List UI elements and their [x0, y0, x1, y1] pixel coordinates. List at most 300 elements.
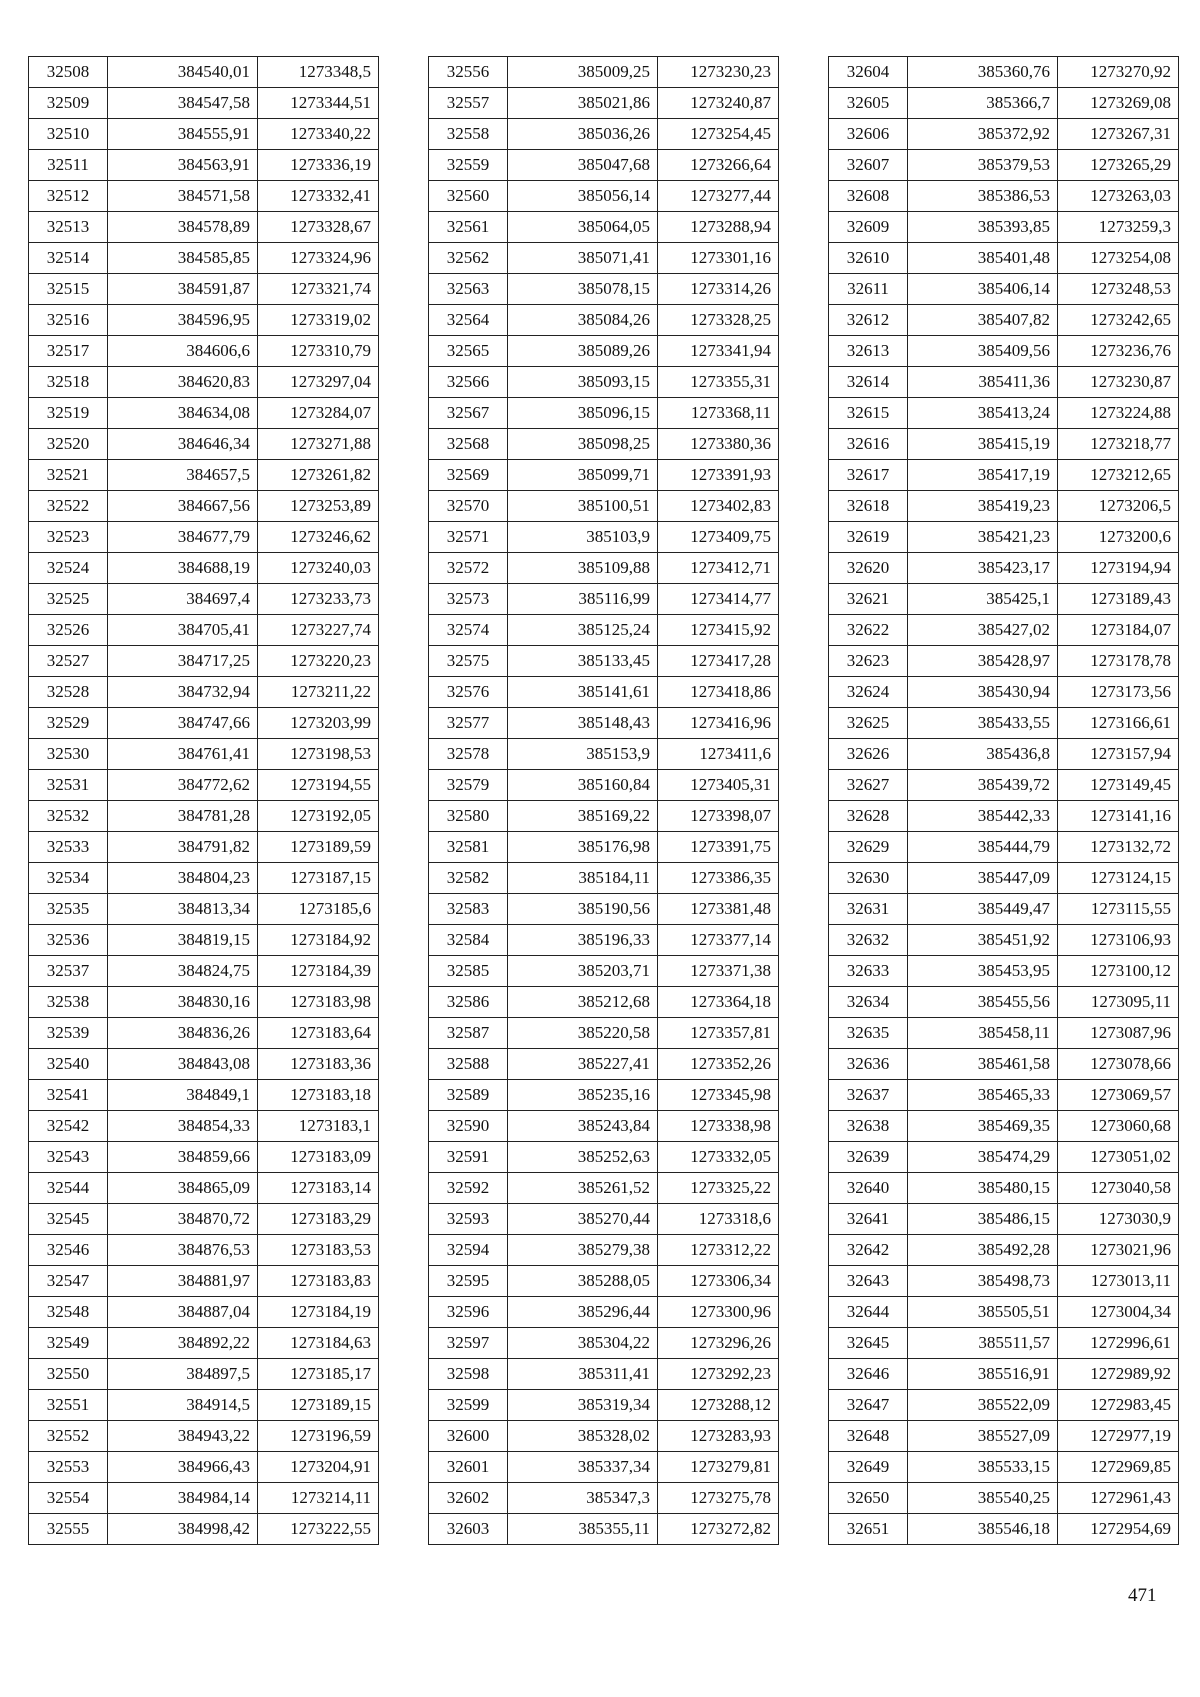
x-coordinate-cell: 385056,14: [508, 181, 658, 212]
point-id-cell: 32541: [29, 1080, 108, 1111]
table-row: [29, 88, 379, 119]
table-row: [29, 429, 379, 460]
point-id-cell: 32608: [829, 181, 908, 212]
y-coordinate-cell: 1273300,96: [658, 1297, 779, 1328]
y-coordinate-cell: 1273004,34: [1058, 1297, 1179, 1328]
y-coordinate-cell: 1273087,96: [1058, 1018, 1179, 1049]
x-coordinate-cell: 384943,22: [108, 1421, 258, 1452]
point-id-cell: 32581: [429, 832, 508, 863]
y-coordinate-cell: 1272983,45: [1058, 1390, 1179, 1421]
table-row: [429, 1421, 779, 1452]
point-id-cell: 32644: [829, 1297, 908, 1328]
table-row: [29, 1018, 379, 1049]
y-coordinate-cell: 1273095,11: [1058, 987, 1179, 1018]
y-coordinate-cell: 1273183,18: [258, 1080, 379, 1111]
table-row: [829, 1111, 1179, 1142]
table-row: [829, 956, 1179, 987]
point-id-cell: 32511: [29, 150, 108, 181]
y-coordinate-cell: 1273416,96: [658, 708, 779, 739]
point-id-cell: 32565: [429, 336, 508, 367]
point-id-cell: 32531: [29, 770, 108, 801]
point-id-cell: 32622: [829, 615, 908, 646]
point-id-cell: 32538: [29, 987, 108, 1018]
table-row: [829, 1359, 1179, 1390]
y-coordinate-cell: 1273386,35: [658, 863, 779, 894]
y-coordinate-cell: 1273312,22: [658, 1235, 779, 1266]
table-row: [829, 615, 1179, 646]
y-coordinate-cell: 1273187,15: [258, 863, 379, 894]
y-coordinate-cell: 1273222,55: [258, 1514, 379, 1545]
y-coordinate-cell: 1273345,98: [658, 1080, 779, 1111]
table-row: [829, 801, 1179, 832]
y-coordinate-cell: 1273254,45: [658, 119, 779, 150]
x-coordinate-cell: 385546,18: [908, 1514, 1058, 1545]
y-coordinate-cell: 1273183,83: [258, 1266, 379, 1297]
x-coordinate-cell: 384836,26: [108, 1018, 258, 1049]
table-row: [429, 553, 779, 584]
x-coordinate-cell: 384717,25: [108, 646, 258, 677]
x-coordinate-cell: 385098,25: [508, 429, 658, 460]
x-coordinate-cell: 385372,92: [908, 119, 1058, 150]
x-coordinate-cell: 385433,55: [908, 708, 1058, 739]
y-coordinate-cell: 1273398,07: [658, 801, 779, 832]
y-coordinate-cell: 1273368,11: [658, 398, 779, 429]
table-row: [429, 1452, 779, 1483]
table-row: [429, 1173, 779, 1204]
x-coordinate-cell: 384571,58: [108, 181, 258, 212]
x-coordinate-cell: 385421,23: [908, 522, 1058, 553]
table-row: [429, 1328, 779, 1359]
x-coordinate-cell: 385511,57: [908, 1328, 1058, 1359]
point-id-cell: 32566: [429, 367, 508, 398]
y-coordinate-cell: 1273332,41: [258, 181, 379, 212]
y-coordinate-cell: 1273185,6: [258, 894, 379, 925]
table-row: [429, 1142, 779, 1173]
x-coordinate-cell: 384984,14: [108, 1483, 258, 1514]
y-coordinate-cell: 1273183,98: [258, 987, 379, 1018]
point-id-cell: 32606: [829, 119, 908, 150]
x-coordinate-cell: 385337,34: [508, 1452, 658, 1483]
y-coordinate-cell: 1273328,67: [258, 212, 379, 243]
point-id-cell: 32624: [829, 677, 908, 708]
y-coordinate-cell: 1273206,5: [1058, 491, 1179, 522]
point-id-cell: 32612: [829, 305, 908, 336]
x-coordinate-cell: 385261,52: [508, 1173, 658, 1204]
x-coordinate-cell: 384914,5: [108, 1390, 258, 1421]
table-row: [29, 770, 379, 801]
point-id-cell: 32596: [429, 1297, 508, 1328]
x-coordinate-cell: 385449,47: [908, 894, 1058, 925]
x-coordinate-cell: 385419,23: [908, 491, 1058, 522]
table-row: [29, 1328, 379, 1359]
table-row: [829, 522, 1179, 553]
table-row: [29, 646, 379, 677]
y-coordinate-cell: 1273196,59: [258, 1421, 379, 1452]
table-row: [829, 212, 1179, 243]
y-coordinate-cell: 1273021,96: [1058, 1235, 1179, 1266]
table-row: [429, 832, 779, 863]
point-id-cell: 32519: [29, 398, 108, 429]
point-id-cell: 32602: [429, 1483, 508, 1514]
x-coordinate-cell: 385190,56: [508, 894, 658, 925]
table-row: [29, 832, 379, 863]
point-id-cell: 32530: [29, 739, 108, 770]
x-coordinate-cell: 385428,97: [908, 646, 1058, 677]
point-id-cell: 32614: [829, 367, 908, 398]
x-coordinate-cell: 385439,72: [908, 770, 1058, 801]
table-row: [29, 894, 379, 925]
table-row: [829, 894, 1179, 925]
x-coordinate-cell: 384772,62: [108, 770, 258, 801]
point-id-cell: 32610: [829, 243, 908, 274]
point-id-cell: 32573: [429, 584, 508, 615]
table-row: [829, 491, 1179, 522]
x-coordinate-cell: 385533,15: [908, 1452, 1058, 1483]
table-row: [29, 336, 379, 367]
x-coordinate-cell: 384897,5: [108, 1359, 258, 1390]
x-coordinate-cell: 384697,4: [108, 584, 258, 615]
x-coordinate-cell: 384804,23: [108, 863, 258, 894]
point-id-cell: 32510: [29, 119, 108, 150]
table-row: [429, 1018, 779, 1049]
x-coordinate-cell: 385436,8: [908, 739, 1058, 770]
point-id-cell: 32591: [429, 1142, 508, 1173]
x-coordinate-cell: 385379,53: [908, 150, 1058, 181]
x-coordinate-cell: 385427,02: [908, 615, 1058, 646]
point-id-cell: 32616: [829, 429, 908, 460]
table-row: [429, 1483, 779, 1514]
y-coordinate-cell: 1273185,17: [258, 1359, 379, 1390]
point-id-cell: 32621: [829, 584, 908, 615]
x-coordinate-cell: 385196,33: [508, 925, 658, 956]
table-row: [829, 398, 1179, 429]
table-row: [829, 1235, 1179, 1266]
y-coordinate-cell: 1273051,02: [1058, 1142, 1179, 1173]
y-coordinate-cell: 1273261,82: [258, 460, 379, 491]
table-row: [429, 305, 779, 336]
x-coordinate-cell: 385084,26: [508, 305, 658, 336]
point-id-cell: 32569: [429, 460, 508, 491]
table-row: [829, 1390, 1179, 1421]
y-coordinate-cell: 1273211,22: [258, 677, 379, 708]
y-coordinate-cell: 1273279,81: [658, 1452, 779, 1483]
table-row: [29, 181, 379, 212]
table-row: [429, 801, 779, 832]
y-coordinate-cell: 1273271,88: [258, 429, 379, 460]
x-coordinate-cell: 385411,36: [908, 367, 1058, 398]
point-id-cell: 32599: [429, 1390, 508, 1421]
y-coordinate-cell: 1273310,79: [258, 336, 379, 367]
x-coordinate-cell: 385465,33: [908, 1080, 1058, 1111]
x-coordinate-cell: 385425,1: [908, 584, 1058, 615]
y-coordinate-cell: 1273124,15: [1058, 863, 1179, 894]
y-coordinate-cell: 1273100,12: [1058, 956, 1179, 987]
y-coordinate-cell: 1273184,07: [1058, 615, 1179, 646]
y-coordinate-cell: 1273013,11: [1058, 1266, 1179, 1297]
x-coordinate-cell: 385243,84: [508, 1111, 658, 1142]
point-id-cell: 32626: [829, 739, 908, 770]
y-coordinate-cell: 1273212,65: [1058, 460, 1179, 491]
point-id-cell: 32542: [29, 1111, 108, 1142]
x-coordinate-cell: 384547,58: [108, 88, 258, 119]
x-coordinate-cell: 384585,85: [108, 243, 258, 274]
point-id-cell: 32539: [29, 1018, 108, 1049]
point-id-cell: 32650: [829, 1483, 908, 1514]
point-id-cell: 32629: [829, 832, 908, 863]
y-coordinate-cell: 1273069,57: [1058, 1080, 1179, 1111]
table-row: [429, 429, 779, 460]
x-coordinate-cell: 385100,51: [508, 491, 658, 522]
x-coordinate-cell: 384859,66: [108, 1142, 258, 1173]
point-id-cell: 32568: [429, 429, 508, 460]
point-id-cell: 32517: [29, 336, 108, 367]
table-row: [429, 212, 779, 243]
y-coordinate-cell: 1273183,29: [258, 1204, 379, 1235]
x-coordinate-cell: 384555,91: [108, 119, 258, 150]
table-row: [29, 677, 379, 708]
y-coordinate-cell: 1273321,74: [258, 274, 379, 305]
x-coordinate-cell: 385413,24: [908, 398, 1058, 429]
x-coordinate-cell: 385064,05: [508, 212, 658, 243]
table-row: [29, 1204, 379, 1235]
y-coordinate-cell: 1273253,89: [258, 491, 379, 522]
table-row: [829, 181, 1179, 212]
y-coordinate-cell: 1273292,23: [658, 1359, 779, 1390]
point-id-cell: 32635: [829, 1018, 908, 1049]
table-row: [829, 460, 1179, 491]
table-row: [29, 274, 379, 305]
y-coordinate-cell: 1273415,92: [658, 615, 779, 646]
table-row: [829, 150, 1179, 181]
x-coordinate-cell: 385451,92: [908, 925, 1058, 956]
point-id-cell: 32615: [829, 398, 908, 429]
point-id-cell: 32595: [429, 1266, 508, 1297]
y-coordinate-cell: 1272961,43: [1058, 1483, 1179, 1514]
y-coordinate-cell: 1273224,88: [1058, 398, 1179, 429]
point-id-cell: 32611: [829, 274, 908, 305]
point-id-cell: 32592: [429, 1173, 508, 1204]
table-row: [429, 956, 779, 987]
y-coordinate-cell: 1273371,38: [658, 956, 779, 987]
y-coordinate-cell: 1272989,92: [1058, 1359, 1179, 1390]
y-coordinate-cell: 1273183,53: [258, 1235, 379, 1266]
x-coordinate-cell: 384781,28: [108, 801, 258, 832]
y-coordinate-cell: 1273227,74: [258, 615, 379, 646]
point-id-cell: 32604: [829, 57, 908, 88]
y-coordinate-cell: 1273189,43: [1058, 584, 1179, 615]
x-coordinate-cell: 385235,16: [508, 1080, 658, 1111]
point-id-cell: 32516: [29, 305, 108, 336]
y-coordinate-cell: 1273284,07: [258, 398, 379, 429]
x-coordinate-cell: 385505,51: [908, 1297, 1058, 1328]
table-row: [29, 553, 379, 584]
y-coordinate-cell: 1272977,19: [1058, 1421, 1179, 1452]
point-id-cell: 32593: [429, 1204, 508, 1235]
x-coordinate-cell: 385355,11: [508, 1514, 658, 1545]
x-coordinate-cell: 385089,26: [508, 336, 658, 367]
table-row: [29, 1483, 379, 1514]
y-coordinate-cell: 1273411,6: [658, 739, 779, 770]
x-coordinate-cell: 385409,56: [908, 336, 1058, 367]
point-id-cell: 32520: [29, 429, 108, 460]
table-row: [29, 801, 379, 832]
table-row: [429, 57, 779, 88]
y-coordinate-cell: 1273240,03: [258, 553, 379, 584]
x-coordinate-cell: 385347,3: [508, 1483, 658, 1514]
table-row: [829, 429, 1179, 460]
x-coordinate-cell: 384892,22: [108, 1328, 258, 1359]
y-coordinate-cell: 1273194,55: [258, 770, 379, 801]
point-id-cell: 32630: [829, 863, 908, 894]
table-row: [829, 243, 1179, 274]
point-id-cell: 32512: [29, 181, 108, 212]
point-id-cell: 32521: [29, 460, 108, 491]
table-row: [29, 739, 379, 770]
x-coordinate-cell: 384646,34: [108, 429, 258, 460]
y-coordinate-cell: 1273301,16: [658, 243, 779, 274]
y-coordinate-cell: 1273265,29: [1058, 150, 1179, 181]
coordinate-table-3: [828, 56, 1179, 1545]
table-row: [429, 336, 779, 367]
table-row: [829, 274, 1179, 305]
point-id-cell: 32628: [829, 801, 908, 832]
x-coordinate-cell: 385109,88: [508, 553, 658, 584]
y-coordinate-cell: 1273198,53: [258, 739, 379, 770]
point-id-cell: 32648: [829, 1421, 908, 1452]
table-row: [829, 1421, 1179, 1452]
x-coordinate-cell: 385417,19: [908, 460, 1058, 491]
table-row: [829, 553, 1179, 584]
table-row: [429, 770, 779, 801]
x-coordinate-cell: 385386,53: [908, 181, 1058, 212]
table-row: [429, 708, 779, 739]
table-row: [829, 770, 1179, 801]
y-coordinate-cell: 1273296,26: [658, 1328, 779, 1359]
point-id-cell: 32527: [29, 646, 108, 677]
point-id-cell: 32620: [829, 553, 908, 584]
point-id-cell: 32550: [29, 1359, 108, 1390]
y-coordinate-cell: 1273325,22: [658, 1173, 779, 1204]
y-coordinate-cell: 1273189,59: [258, 832, 379, 863]
point-id-cell: 32587: [429, 1018, 508, 1049]
table-row: [29, 491, 379, 522]
point-id-cell: 32572: [429, 553, 508, 584]
x-coordinate-cell: 384791,82: [108, 832, 258, 863]
point-id-cell: 32640: [829, 1173, 908, 1204]
table-row: [829, 88, 1179, 119]
y-coordinate-cell: 1273277,44: [658, 181, 779, 212]
point-id-cell: 32639: [829, 1142, 908, 1173]
y-coordinate-cell: 1272969,85: [1058, 1452, 1179, 1483]
x-coordinate-cell: 385141,61: [508, 677, 658, 708]
x-coordinate-cell: 384688,19: [108, 553, 258, 584]
point-id-cell: 32553: [29, 1452, 108, 1483]
y-coordinate-cell: 1273183,36: [258, 1049, 379, 1080]
y-coordinate-cell: 1273115,55: [1058, 894, 1179, 925]
y-coordinate-cell: 1273060,68: [1058, 1111, 1179, 1142]
point-id-cell: 32561: [429, 212, 508, 243]
point-id-cell: 32632: [829, 925, 908, 956]
x-coordinate-cell: 384998,42: [108, 1514, 258, 1545]
table-row: [429, 615, 779, 646]
table-row: [29, 1049, 379, 1080]
point-id-cell: 32590: [429, 1111, 508, 1142]
point-id-cell: 32589: [429, 1080, 508, 1111]
table-row: [829, 305, 1179, 336]
y-coordinate-cell: 1273269,08: [1058, 88, 1179, 119]
point-id-cell: 32609: [829, 212, 908, 243]
point-id-cell: 32547: [29, 1266, 108, 1297]
table-row: [829, 646, 1179, 677]
table-row: [429, 243, 779, 274]
x-coordinate-cell: 385407,82: [908, 305, 1058, 336]
point-id-cell: 32536: [29, 925, 108, 956]
x-coordinate-cell: 384849,1: [108, 1080, 258, 1111]
y-coordinate-cell: 1273141,16: [1058, 801, 1179, 832]
point-id-cell: 32578: [429, 739, 508, 770]
point-id-cell: 32642: [829, 1235, 908, 1266]
point-id-cell: 32532: [29, 801, 108, 832]
x-coordinate-cell: 384596,95: [108, 305, 258, 336]
x-coordinate-cell: 385203,71: [508, 956, 658, 987]
x-coordinate-cell: 385071,41: [508, 243, 658, 274]
y-coordinate-cell: 1273230,23: [658, 57, 779, 88]
table-row: [429, 1266, 779, 1297]
y-coordinate-cell: 1273267,31: [1058, 119, 1179, 150]
x-coordinate-cell: 385169,22: [508, 801, 658, 832]
table-row: [29, 1359, 379, 1390]
coordinate-table-1: [28, 56, 379, 1545]
point-id-cell: 32584: [429, 925, 508, 956]
y-coordinate-cell: 1273240,87: [658, 88, 779, 119]
x-coordinate-cell: 384606,6: [108, 336, 258, 367]
y-coordinate-cell: 1273336,19: [258, 150, 379, 181]
y-coordinate-cell: 1273236,76: [1058, 336, 1179, 367]
x-coordinate-cell: 385486,15: [908, 1204, 1058, 1235]
point-id-cell: 32528: [29, 677, 108, 708]
point-id-cell: 32594: [429, 1235, 508, 1266]
point-id-cell: 32586: [429, 987, 508, 1018]
y-coordinate-cell: 1273259,3: [1058, 212, 1179, 243]
x-coordinate-cell: 385096,15: [508, 398, 658, 429]
point-id-cell: 32576: [429, 677, 508, 708]
table-row: [29, 243, 379, 274]
x-coordinate-cell: 384813,34: [108, 894, 258, 925]
table-row: [29, 460, 379, 491]
point-id-cell: 32554: [29, 1483, 108, 1514]
table-row: [429, 646, 779, 677]
y-coordinate-cell: 1273391,75: [658, 832, 779, 863]
table-row: [29, 987, 379, 1018]
y-coordinate-cell: 1273357,81: [658, 1018, 779, 1049]
x-coordinate-cell: 385540,25: [908, 1483, 1058, 1514]
table-row: [29, 305, 379, 336]
y-coordinate-cell: 1273328,25: [658, 305, 779, 336]
y-coordinate-cell: 1273266,64: [658, 150, 779, 181]
y-coordinate-cell: 1273194,94: [1058, 553, 1179, 584]
point-id-cell: 32574: [429, 615, 508, 646]
table-row: [29, 1235, 379, 1266]
point-id-cell: 32525: [29, 584, 108, 615]
x-coordinate-cell: 385393,85: [908, 212, 1058, 243]
point-id-cell: 32579: [429, 770, 508, 801]
x-coordinate-cell: 385125,24: [508, 615, 658, 646]
x-coordinate-cell: 385252,63: [508, 1142, 658, 1173]
table-row: [29, 584, 379, 615]
y-coordinate-cell: 1273412,71: [658, 553, 779, 584]
point-id-cell: 32562: [429, 243, 508, 274]
x-coordinate-cell: 384865,09: [108, 1173, 258, 1204]
